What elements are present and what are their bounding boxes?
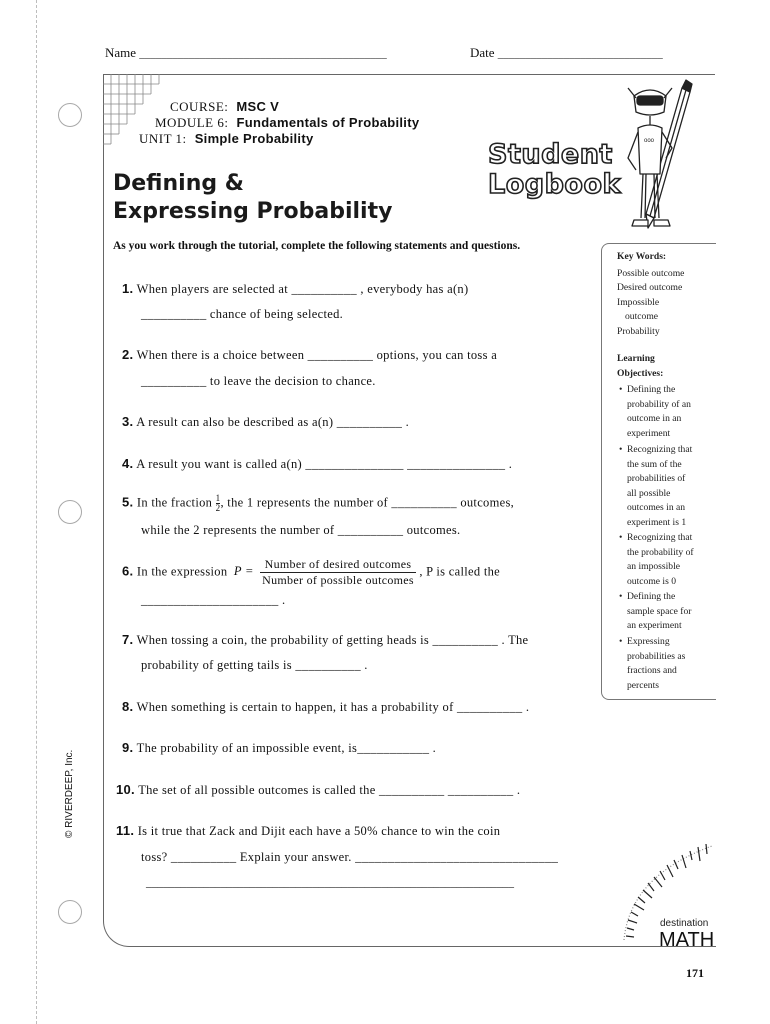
question-number: 4. [122, 456, 134, 471]
question-9[interactable] [122, 740, 436, 756]
key-words-heading: Key Words: [617, 251, 667, 262]
question-text: When there is a choice between __________ options, you can toss a [136, 348, 498, 362]
date-label: Date [470, 45, 495, 60]
question-7[interactable] [122, 632, 528, 648]
question-7-continuation[interactable]: probability of getting tails is __________ . [141, 658, 368, 672]
name-blank: _____________________________________________ [139, 48, 387, 60]
key-words-section [617, 250, 684, 339]
perforation-line [36, 0, 37, 1024]
instructions: As you work through the tutorial, complete the following statements and questions. [113, 240, 521, 252]
unit-label: UNIT 1: [139, 131, 187, 146]
binder-hole-bottom [58, 900, 82, 924]
objective-1: • Defining the probability of an outcome in an experiment [619, 384, 691, 439]
question-text-post: , P is called the [419, 564, 500, 579]
question-3[interactable] [122, 414, 409, 430]
question-6-continuation[interactable]: _____________________ . [141, 593, 286, 607]
question-number: 11. [116, 823, 135, 838]
question-number: 5. [122, 494, 134, 510]
question-10[interactable] [116, 782, 520, 798]
binder-hole-middle [58, 500, 82, 524]
objective-3: • Recognizing that the probability of an impossible outcome is 0 [619, 532, 694, 587]
key-word: Probability [617, 325, 660, 337]
question-number: 1. [122, 281, 134, 296]
question-number: 10. [116, 782, 135, 797]
copyright-notice: © RIVERDEEP, Inc. [64, 749, 75, 838]
learning-objectives-section [617, 352, 663, 381]
question-1-continuation[interactable]: __________ chance of being selected. [141, 307, 344, 321]
question-11-continuation[interactable]: toss? __________ Explain your answer. _______________________________ [141, 850, 559, 864]
question-1[interactable] [122, 281, 468, 297]
course-value: MSC V [236, 99, 280, 114]
question-11-answer-line[interactable]: ________________________________________________________________ [146, 877, 514, 889]
course-label: COURSE: [170, 99, 229, 114]
question-number: 7. [122, 632, 134, 647]
question-text: When players are selected at __________ , everybody has a(n) [136, 282, 469, 296]
question-number: 8. [122, 699, 134, 714]
question-2-continuation[interactable]: __________ to leave the decision to chance. [141, 374, 376, 388]
question-text: When something is certain to happen, it has a probability of __________ . [136, 700, 530, 714]
objective-5: • Expressing probabilities as fractions and percents [619, 636, 686, 691]
question-text: When tossing a coin, the probability of getting heads is __________ . The [136, 633, 529, 647]
key-word: Impossible [617, 296, 660, 308]
question-text-pre: In the expression [136, 564, 228, 579]
question-text-pre: In the fraction [136, 495, 213, 510]
module-value: Fundamentals of Probability [236, 115, 420, 130]
question-text-post: , the 1 represents the number of __________ outcomes, [220, 495, 515, 510]
mascot-with-pencil-illustration [610, 78, 705, 238]
objectives-heading-2: Objectives: [617, 367, 664, 379]
title-line-1: Defining & [113, 171, 244, 196]
question-text: The probability of an impossible event, is___________ . [136, 741, 437, 755]
question-number: 6. [122, 563, 134, 579]
page-title [113, 170, 392, 226]
fraction-one-half: $\frac{1}{2}$ [215, 493, 221, 513]
title-line-2: Expressing Probability [113, 199, 393, 224]
question-text: A result you want is called a(n) _______________ _______________ . [136, 457, 513, 471]
binder-hole-top [58, 103, 82, 127]
objective-4: • Defining the sample space for an experiment [619, 591, 692, 631]
p-equals-symbol: P = [233, 564, 254, 579]
name-field[interactable] [105, 45, 387, 61]
question-4[interactable] [122, 456, 512, 472]
key-word: outcome [625, 311, 659, 322]
question-number: 9. [122, 740, 134, 755]
date-blank: ______________________________ [497, 48, 663, 60]
student-logbook-logo: Student Logbook [488, 139, 621, 200]
question-text: Is it true that Zack and Dijit each have a 50% chance to win the coin [137, 824, 501, 838]
question-5[interactable] [122, 494, 514, 513]
question-6[interactable] [122, 557, 500, 588]
question-text: The set of all possible outcomes is called the __________ __________ . [138, 783, 521, 797]
question-8[interactable] [122, 699, 529, 715]
unit-line [139, 130, 314, 148]
brand-math: MATH [659, 929, 715, 951]
objective-2: • Recognizing that the sum of the probabilities of all possible outcomes in an experiment is 1 [619, 444, 693, 528]
question-text: A result can also be described as a(n) __________ . [136, 415, 410, 429]
question-5-continuation[interactable]: while the 2 represents the number of __________ outcomes. [141, 523, 461, 537]
unit-value: Simple Probability [194, 131, 314, 146]
brand-destination: destination [660, 918, 709, 929]
key-word: Possible outcome [617, 267, 685, 279]
question-2[interactable] [122, 347, 497, 363]
date-field[interactable] [470, 45, 663, 61]
question-number: 3. [122, 414, 134, 429]
page-number: 171 [686, 966, 704, 980]
name-label: Name [105, 45, 137, 60]
key-word: Desired outcome [617, 282, 683, 293]
objectives-heading-1: Learning [617, 353, 655, 364]
module-label: MODULE 6: [155, 115, 229, 130]
svg-text:ooo: ooo [644, 138, 655, 144]
question-11[interactable] [116, 823, 500, 839]
probability-formula-fraction: $\frac{\text{Number of desired outcomes}}{\text{Number of possible outcomes}}$ [262, 557, 414, 587]
question-number: 2. [122, 347, 134, 362]
